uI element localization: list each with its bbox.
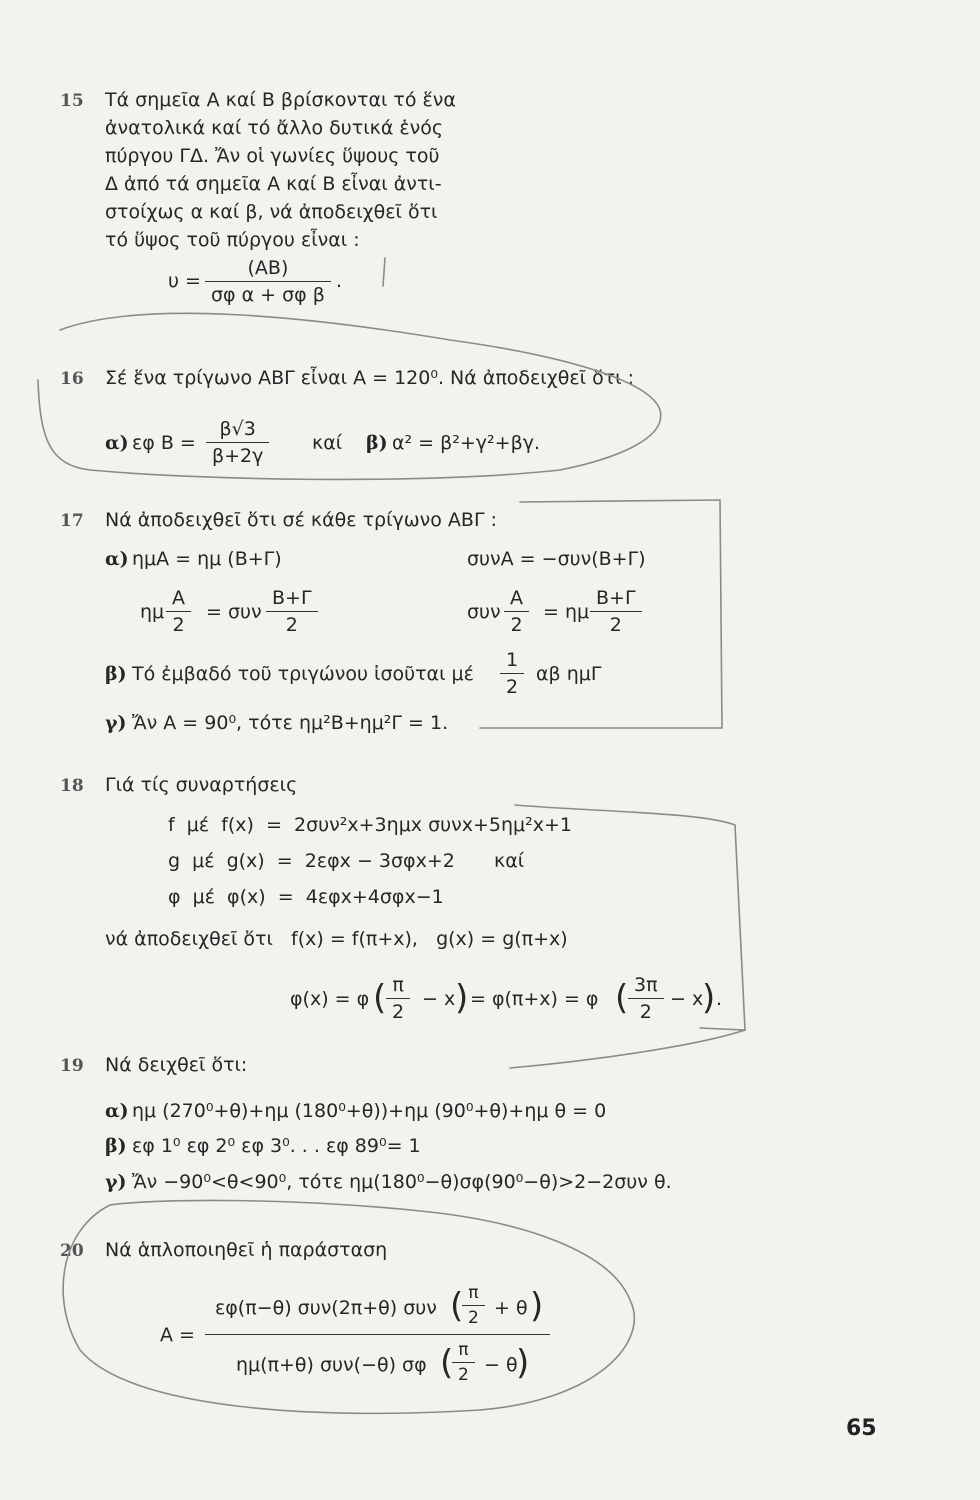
right-paren: )	[530, 1286, 544, 1326]
fraction-denominator: 2	[510, 614, 523, 636]
problem-18-last-frac1	[386, 976, 410, 1022]
problem-15-line-4: Δ ἀπό τά σημεῖα Α καί Β εἶναι ἀντι-	[105, 173, 442, 195]
problem-16-and: καί	[312, 432, 343, 454]
fraction-numerator: Α	[166, 589, 191, 612]
pencil-stroke	[510, 1030, 745, 1068]
fraction-denominator: 2	[468, 1308, 479, 1328]
pencil-mark	[383, 258, 385, 286]
problem-18-g-line: g μέ g(x) = 2εφx − 3σφx+2	[168, 850, 455, 872]
problem-18-f-line: f μέ f(x) = 2συν²x+3ημx συνx+5ημ²x+1	[168, 814, 572, 836]
problem-20-number: 20	[60, 1241, 84, 1261]
fraction-denominator: 2	[458, 1365, 469, 1385]
problem-20-text: Νά ἁπλοποιηθεῖ ἡ παράσταση	[105, 1239, 388, 1261]
problem-20-denominator-frac	[452, 1342, 475, 1384]
pencil-oval-problem-16	[38, 313, 661, 479]
fraction-bar	[205, 1334, 550, 1335]
fraction-denominator: β+2γ	[212, 445, 264, 467]
problem-20-lhs: Α =	[160, 1324, 195, 1346]
problem-20-numerator-pre: εφ(π−θ) συν(2π+θ) συν	[215, 1297, 437, 1319]
problem-17-r2c2-frac2	[590, 589, 642, 635]
problem-15-line-6: τό ὕψος τοῦ πύργου εἶναι :	[105, 229, 360, 251]
problem-18-last-period: .	[716, 988, 723, 1010]
problem-18-last-mid1: − x	[422, 988, 456, 1010]
fraction-numerator: π	[462, 1285, 485, 1306]
problem-20-numerator-tail: + θ	[494, 1297, 528, 1319]
problem-19-c-text: Ἄν −90⁰<θ<90⁰, τότε ημ(180⁰−θ)σφ(90⁰−θ)>2−2συν θ.	[132, 1171, 672, 1193]
problem-16-number: 16	[60, 369, 84, 389]
problem-17-r2c1-pre: ημ	[140, 601, 165, 623]
fraction-numerator: 3π	[628, 976, 664, 999]
problem-18-last-frac2	[628, 976, 664, 1022]
problem-19-label-c: γ)	[105, 1171, 127, 1193]
problem-17-r2c2-frac1	[504, 589, 529, 635]
problem-17-b-tail: αβ ημΓ	[536, 663, 602, 685]
problem-17-r2c2-pre: συν	[467, 601, 501, 623]
fraction-numerator: π	[386, 976, 410, 999]
problem-19-label-a: α)	[105, 1100, 129, 1122]
problem-15-period: .	[336, 270, 343, 292]
problem-15-line-1: Τά σημεῖα Α καί Β βρίσκονται τό ἕνα	[105, 89, 456, 111]
problem-17-b-text: Τό ἐμβαδό τοῦ τριγώνου ἰσοῦται μέ	[132, 663, 474, 685]
problem-15-fraction	[205, 259, 331, 305]
problem-18-phi-line: φ μέ φ(x) = 4εφx+4σφx−1	[168, 886, 444, 908]
fraction-numerator: Α	[504, 589, 529, 612]
left-paren: (	[615, 978, 629, 1018]
problem-17-b-fraction	[500, 651, 524, 697]
problem-18-g-and: καί	[494, 850, 525, 872]
fraction-numerator: (ΑΒ)	[205, 259, 331, 282]
problem-16-fraction	[206, 420, 269, 466]
problem-20-denominator-pre: ημ(π+θ) συν(−θ) σφ	[236, 1354, 427, 1376]
problem-16-text: Σέ ἕνα τρίγωνο ΑΒΓ εἶναι Α = 120⁰. Νά ἀποδειχθεῖ ὅτι :	[105, 367, 635, 389]
problem-17-r2c2-mid: = ημ	[543, 601, 590, 623]
problem-17-label-a: α)	[105, 548, 129, 570]
problem-17-text: Νά ἀποδειχθεῖ ὅτι σέ κάθε τρίγωνο ΑΒΓ :	[105, 509, 497, 531]
right-paren: )	[516, 1343, 530, 1383]
problem-16-label-b: β)	[366, 432, 388, 454]
problem-15-line-2: ἀνατολικά καί τό ἄλλο δυτικά ἑνός	[105, 117, 444, 139]
problem-17-r2c1-frac1	[166, 589, 191, 635]
problem-17-r2c1-frac2	[266, 589, 318, 635]
fraction-denominator: 2	[609, 614, 622, 636]
problem-18-text: Γιά τίς συναρτήσεις	[105, 774, 298, 796]
fraction-numerator: Β+Γ	[590, 589, 642, 612]
right-paren: )	[455, 978, 469, 1018]
left-paren: (	[440, 1343, 454, 1383]
problem-18-last-mid3: − x	[670, 988, 704, 1010]
fraction-denominator: 2	[285, 614, 298, 636]
problem-16-label-a: α)	[105, 432, 129, 454]
problem-15-line-3: πύργου ΓΔ. Ἄν οἱ γωνίες ὕψους τοῦ	[105, 145, 440, 167]
problem-19-a-text: ημ (270⁰+θ)+ημ (180⁰+θ))+ημ (90⁰+θ)+ημ θ = 0	[132, 1100, 607, 1122]
problem-17-c-text: Ἄν Α = 90⁰, τότε ημ²Β+ημ²Γ = 1.	[132, 712, 449, 734]
problem-15-line-5: στοίχως α καί β, νά ἀποδειχθεῖ ὅτι	[105, 201, 438, 223]
left-paren: (	[450, 1286, 464, 1326]
problem-15-lhs: υ =	[168, 270, 201, 292]
problem-17-label-b: β)	[105, 663, 127, 685]
problem-17-number: 17	[60, 511, 84, 531]
problem-19-label-b: β)	[105, 1135, 127, 1157]
problem-20-denominator-tail: − θ	[484, 1354, 518, 1376]
fraction-numerator: 1	[500, 651, 524, 674]
fraction-denominator: 2	[506, 676, 519, 698]
problem-19-b-text: εφ 1⁰ εφ 2⁰ εφ 3⁰. . . εφ 89⁰= 1	[132, 1135, 421, 1157]
problem-19-text: Νά δειχθεῖ ὅτι:	[105, 1054, 248, 1076]
problem-15-number: 15	[60, 91, 84, 111]
problem-18-last-lhs: φ(x) = φ	[290, 988, 370, 1010]
fraction-numerator: π	[452, 1342, 475, 1363]
fraction-denominator: 2	[172, 614, 185, 636]
problem-17-label-c: γ)	[105, 712, 127, 734]
problem-18-number: 18	[60, 776, 84, 796]
left-paren: (	[373, 978, 387, 1018]
problem-17-r2c1-mid: = συν	[206, 601, 262, 623]
fraction-numerator: Β+Γ	[266, 589, 318, 612]
problem-20-numerator-frac	[462, 1285, 485, 1327]
fraction-numerator: β√3	[206, 420, 269, 443]
problem-17-a2: συνΑ = −συν(Β+Γ)	[467, 548, 646, 570]
fraction-denominator: 2	[392, 1001, 405, 1023]
page-number: 65	[846, 1416, 877, 1441]
problem-18-last-mid2: = φ(π+x) = φ	[470, 988, 599, 1010]
problem-18-prove: νά ἀποδειχθεῖ ὅτι f(x) = f(π+x), g(x) = g(π+x)	[105, 928, 568, 950]
right-paren: )	[702, 978, 716, 1018]
problem-19-number: 19	[60, 1056, 84, 1076]
problem-16-b-text: α² = β²+γ²+βγ.	[392, 432, 540, 454]
problem-17-a1: ημΑ = ημ (Β+Γ)	[132, 548, 282, 570]
fraction-denominator: σφ α + σφ β	[211, 284, 325, 306]
fraction-denominator: 2	[639, 1001, 652, 1023]
problem-16-a-lhs: εφ Β =	[132, 432, 196, 454]
